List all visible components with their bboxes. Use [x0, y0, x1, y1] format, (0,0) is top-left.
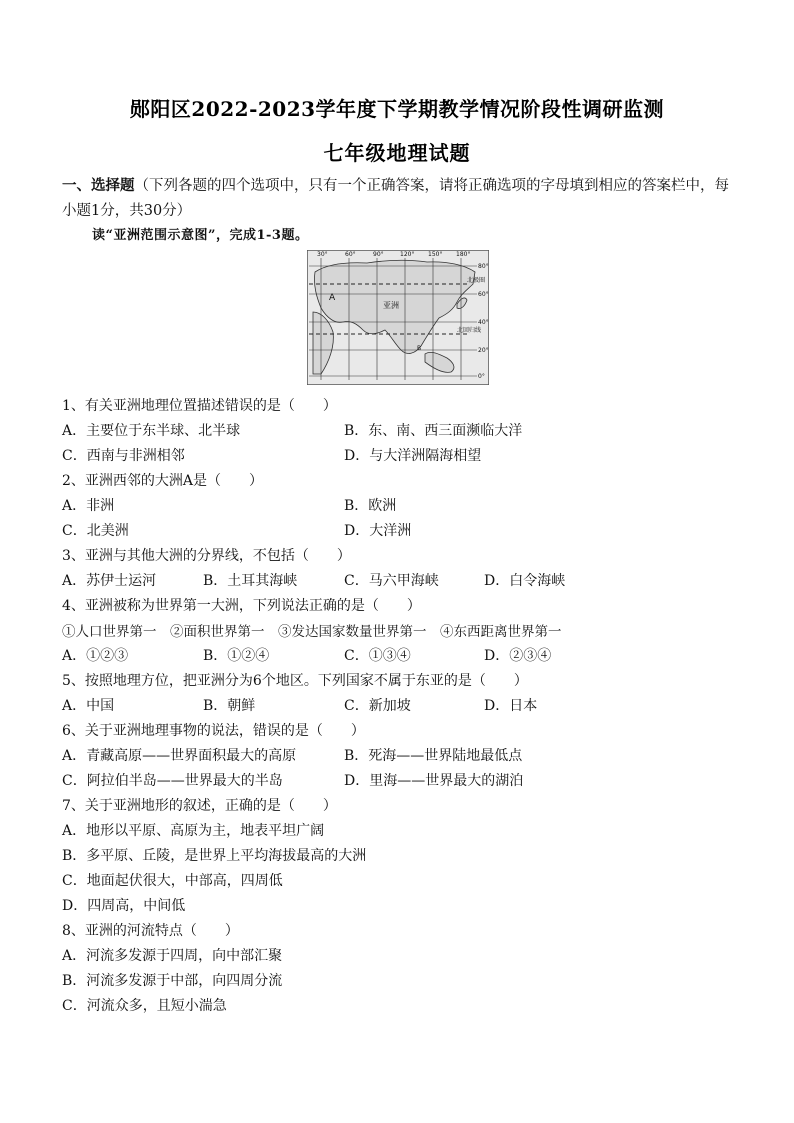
question-2-option-a: A．非洲 — [62, 498, 115, 514]
map-lon-label: 60° — [345, 251, 356, 258]
map-label-b: B — [417, 345, 422, 352]
map-lat-label: 20° — [478, 347, 489, 354]
question-3-option-c: C．马六甲海峡 — [344, 573, 439, 589]
question-7-option-a: A．地形以平原、高原为主，地表平坦广阔 — [62, 823, 325, 839]
map-lat-label: 0° — [478, 373, 485, 380]
question-4-option-b: B．①②④ — [203, 648, 270, 664]
question-7-option-c: C．地面起伏很大，中部高，四周低 — [62, 873, 283, 889]
question-1-option-d: D．与大洋洲隔海相望 — [344, 448, 482, 464]
question-1-option-b: B．东、南、西三面濒临大洋 — [344, 423, 523, 439]
question-5-option-a: A．中国 — [62, 698, 115, 714]
question-2-stem: 2、亚洲西邻的大洲A是（ ） — [62, 473, 264, 489]
question-2-option-b: B．欧洲 — [344, 498, 397, 514]
question-4-option-a: A．①②③ — [62, 648, 129, 664]
map-label-arctic-circle: 北极圈 — [467, 277, 486, 284]
question-1-option-a: A．主要位于东半球、北半球 — [62, 423, 241, 439]
question-8-option-c: C．河流众多，且短小湍急 — [62, 998, 227, 1014]
question-3-option-d: D．白令海峡 — [484, 573, 566, 589]
question-3-option-a: A．苏伊士运河 — [62, 573, 157, 589]
map-label-a: A — [329, 293, 336, 303]
question-2-option-c: C．北美洲 — [62, 523, 129, 539]
question-6-stem: 6、关于亚洲地理事物的说法，错误的是（ ） — [62, 723, 365, 739]
question-4-option-c: C．①③④ — [344, 648, 411, 664]
question-1-option-c: C．西南与非洲相邻 — [62, 448, 185, 464]
section-instructions: （下列各题的四个选项中，只有一个正确答案，请将正确选项的字母填到相应的答案栏中，每小题1分，共30分） — [62, 178, 729, 219]
map-lon-label: 90° — [373, 251, 384, 258]
map-lat-label: 60° — [478, 291, 489, 298]
question-5-stem: 5、按照地理方位，把亚洲分为6个地区。下列国家不属于东亚的是（ ） — [62, 673, 528, 689]
question-3-stem: 3、亚洲与其他大洲的分界线，不包括（ ） — [62, 548, 351, 564]
question-4-stem: 4、亚洲被称为世界第一大洲，下列说法正确的是（ ） — [62, 598, 421, 614]
question-5-option-c: C．新加坡 — [344, 698, 411, 714]
section-title: 一、选择题 — [62, 177, 135, 194]
question-4-statements: ①人口世界第一 ②面积世界第一 ③发达国家数量世界第一 ④东西距离世界第一 — [62, 624, 562, 640]
question-7-stem: 7、关于亚洲地形的叙述，正确的是（ ） — [62, 798, 337, 814]
question-6-option-b: B．死海——世界陆地最低点 — [344, 748, 523, 764]
map-lon-label: 120° — [400, 251, 415, 258]
section-heading — [62, 173, 734, 224]
question-8-stem: 8、亚洲的河流特点（ ） — [62, 923, 239, 939]
map-lon-label: 30° — [317, 251, 328, 258]
question-4-option-d: D．②③④ — [484, 648, 552, 664]
question-3-option-b: B．土耳其海峡 — [203, 573, 298, 589]
exam-subtitle: 七年级地理试题 — [323, 141, 471, 165]
map-lon-label: 180° — [456, 251, 471, 258]
map-lat-label: 80° — [478, 263, 489, 270]
exam-title: 郧阳区2022-2023学年度下学期教学情况阶段性调研监测 — [129, 97, 665, 121]
question-8-option-b: B．河流多发源于中部，向四周分流 — [62, 973, 283, 989]
map-lat-label: 40° — [478, 319, 489, 326]
question-5-option-d: D．日本 — [484, 698, 538, 714]
question-1-stem: 1、有关亚洲地理位置描述错误的是（ ） — [62, 398, 337, 414]
question-8-option-a: A．河流多发源于四周，向中部汇聚 — [62, 948, 283, 964]
question-6-option-c: C．阿拉伯半岛——世界最大的半岛 — [62, 773, 283, 789]
map-lon-label: 150° — [428, 251, 443, 258]
question-2-option-d: D．大洋洲 — [344, 523, 412, 539]
map-intro: 读“亚洲范围示意图”，完成1-3题。 — [92, 228, 309, 243]
map-label-tropic: 北回归线 — [457, 327, 482, 334]
question-7-option-d: D．四周高，中间低 — [62, 898, 186, 914]
map-label-asia: 亚洲 — [383, 301, 399, 310]
question-6-option-a: A．青藏高原——世界面积最大的高原 — [62, 748, 297, 764]
question-5-option-b: B．朝鲜 — [203, 698, 256, 714]
question-6-option-d: D．里海——世界最大的湖泊 — [344, 773, 524, 789]
asia-map-figure — [307, 250, 489, 385]
question-7-option-b: B．多平原、丘陵，是世界上平均海拔最高的大洲 — [62, 848, 367, 864]
